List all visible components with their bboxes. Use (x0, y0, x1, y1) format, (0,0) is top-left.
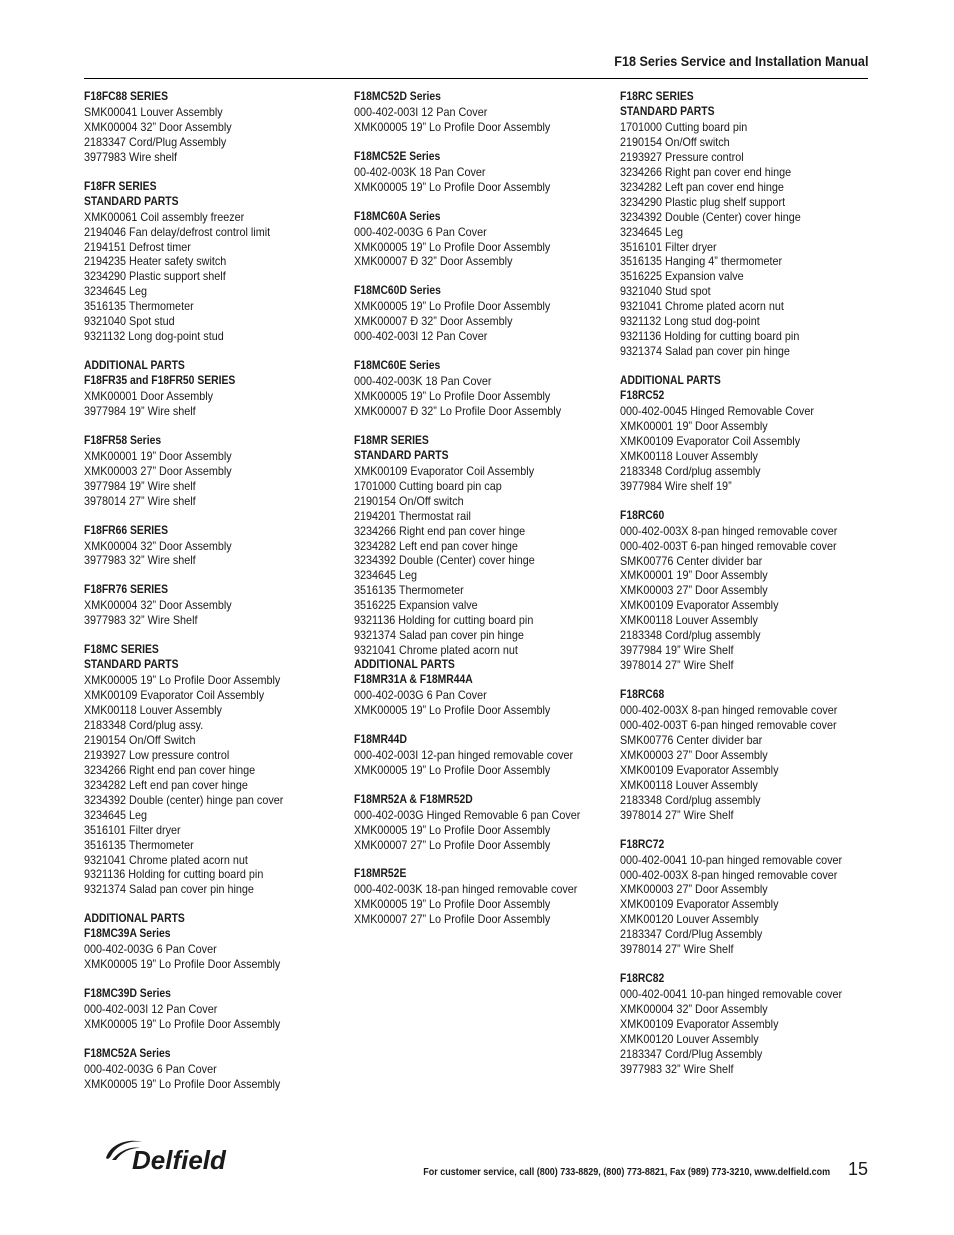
section-spacer (620, 957, 872, 972)
part-line: 3977984 19” Wire shelf (84, 478, 196, 493)
section-heading: F18RC60 (620, 509, 665, 522)
section-spacer (620, 494, 872, 509)
section-heading: F18MR52E (354, 868, 407, 881)
part-line: XMK00003 27” Door Assembly (84, 463, 232, 478)
part-line: 3234266 Right end pan cover hinge (354, 523, 526, 538)
part-line: XMK00001 Door Assembly (84, 389, 214, 404)
part-line: 000-402-003I 12 Pan Cover (354, 329, 488, 344)
part-line: 9321041 Chrome plated acorn nut (354, 643, 518, 658)
part-line: XMK00118 Louver Assembly (620, 613, 758, 628)
section-spacer (84, 972, 346, 987)
parts-column-1 (84, 90, 346, 1092)
part-line: 9321374 Salad pan cover pin hinge (84, 882, 254, 897)
part-line: XMK00004 32” Door Assembly (84, 119, 232, 134)
part-line: 000-402-003X 8-pan hinged removable cover (620, 703, 838, 718)
part-line: XMK00004 32” Door Assembly (84, 598, 232, 613)
part-line: 2183347 Cord/Plug Assembly (620, 927, 763, 942)
part-line: 3977984 Wire shelf 19” (620, 478, 732, 493)
section-spacer (84, 509, 346, 524)
part-line: XMK00005 19” Lo Profile Door Assembly (354, 299, 551, 314)
part-line: 3516225 Expansion valve (620, 269, 744, 284)
part-line: XMK00109 Evaporator Assembly (620, 762, 779, 777)
part-line: 3234290 Plastic plug shelf support (620, 194, 786, 209)
part-line: XMK00109 Evaporator Coil Assembly (354, 463, 535, 478)
part-line: 3977984 19” Wire shelf (84, 403, 196, 418)
section-heading: ADDITIONAL PARTS (84, 360, 185, 373)
part-line: 000-402-003G 6 Pan Cover (84, 942, 217, 957)
section-spacer (354, 778, 612, 793)
part-line: 2193927 Low pressure control (84, 747, 230, 762)
part-line: XMK00004 32” Door Assembly (84, 538, 232, 553)
part-line: XMK00118 Louver Assembly (620, 448, 758, 463)
part-line: XMK00109 Evaporator Coil Assembly (84, 688, 265, 703)
section-spacer (354, 419, 612, 434)
part-line: 000-402-0041 10-pan hinged removable cover (620, 852, 843, 867)
part-line: XMK00003 27” Door Assembly (620, 583, 768, 598)
section-heading: F18RC82 (620, 973, 665, 986)
part-line: 3234645 Leg (84, 807, 148, 822)
part-line: 3977983 32” Wire Shelf (620, 1061, 734, 1076)
part-line: 3516135 Thermometer (354, 583, 464, 598)
section-heading: F18FR35 and F18FR50 SERIES (84, 375, 236, 388)
part-line: 3978014 27” Wire Shelf (620, 942, 734, 957)
section-heading: F18MC52E Series (354, 150, 441, 163)
part-line: 9321374 Salad pan cover pin hinge (354, 628, 524, 643)
part-line: 3516225 Expansion valve (354, 598, 478, 613)
delfield-swoosh-logo-icon (102, 1136, 242, 1176)
section-spacer (354, 853, 612, 868)
part-line: 000-402-003K 18 Pan Cover (354, 374, 492, 389)
part-line: 3234290 Plastic support shelf (84, 269, 226, 284)
part-line: 3234266 Right end pan cover hinge (84, 762, 256, 777)
section-spacer (354, 135, 612, 150)
part-line: XMK00005 19” Lo Profile Door Assembly (354, 119, 551, 134)
section-spacer (620, 359, 872, 374)
part-line: 000-402-0041 10-pan hinged removable cover (620, 987, 843, 1002)
section-spacer (84, 897, 346, 912)
part-line: 2183348 Cord/plug assembly (620, 463, 761, 478)
part-line: 000-402-003X 8-pan hinged removable cover (620, 867, 838, 882)
part-line: 000-402-003G 6 Pan Cover (354, 688, 487, 703)
part-line: 3977983 32” Wire Shelf (84, 613, 198, 628)
part-line: 3234266 Right pan cover end hinge (620, 164, 792, 179)
part-line: 9321374 Salad pan cover pin hinge (620, 344, 790, 359)
part-line: XMK00007 27” Lo Profile Door Assembly (354, 837, 551, 852)
section-spacer (354, 195, 612, 210)
part-line: 3977983 Wire shelf (84, 149, 178, 164)
section-heading: F18FR SERIES (84, 180, 157, 193)
part-line: 3234392 Double (Center) cover hinge (354, 553, 535, 568)
part-line: 9321040 Spot stud (84, 314, 175, 329)
section-spacer (354, 344, 612, 359)
section-heading: F18MR31A & F18MR44A (354, 674, 473, 687)
section-heading: F18MC60E Series (354, 360, 441, 373)
part-line: 3977983 32” Wire shelf (84, 553, 196, 568)
section-heading: ADDITIONAL PARTS (620, 375, 721, 388)
logo-wordmark: Delfield (132, 1145, 226, 1175)
part-line: XMK00005 19” Lo Profile Door Assembly (84, 957, 281, 972)
part-line: 1701000 Cutting board pin cap (354, 478, 502, 493)
part-line: 3234282 Left end pan cover hinge (84, 777, 248, 792)
section-heading: F18FR66 SERIES (84, 524, 168, 537)
part-line: XMK00005 19” Lo Profile Door Assembly (354, 762, 551, 777)
part-line: XMK00007 Đ 32” Door Assembly (354, 254, 513, 269)
part-line: XMK00005 19” Lo Profile Door Assembly (354, 389, 551, 403)
section-heading: F18MC39D Series (84, 988, 171, 1001)
section-heading: F18MR44D (354, 733, 407, 746)
section-heading: F18MR SERIES (354, 434, 429, 447)
part-line: 3516135 Thermometer (84, 299, 194, 314)
part-line: XMK00005 19” Lo Profile Door Assembly (84, 673, 281, 688)
section-heading: F18MC60A Series (354, 210, 441, 223)
section-heading: F18MC52D Series (354, 91, 441, 103)
part-line: 000-402-003G 6 Pan Cover (354, 224, 487, 239)
part-line: 2183347 Cord/Plug Assembly (620, 1046, 763, 1061)
part-line: 000-402-003T 6-pan hinged removable cover (620, 717, 837, 732)
header-divider (84, 78, 868, 79)
part-line: 9321136 Holding for cutting board pin (620, 329, 800, 344)
part-line: 2183348 Cord/plug assembly (620, 628, 761, 643)
part-line: 2190154 On/Off switch (620, 134, 730, 149)
part-line: 9321136 Holding for cutting board pin (84, 867, 264, 882)
part-line: XMK00005 19” Lo Profile Door Assembly (354, 822, 551, 837)
section-heading: STANDARD PARTS (620, 105, 715, 118)
part-line: XMK00005 19” Lo Profile Door Assembly (354, 703, 551, 717)
section-spacer (620, 823, 872, 838)
section-heading: F18FC88 SERIES (84, 91, 168, 103)
part-line: 3234392 Double (center) hinge pan cover (84, 792, 284, 807)
part-line: XMK00109 Evaporator Assembly (620, 1017, 779, 1032)
delfield-logo (102, 1136, 242, 1176)
section-heading: F18RC SERIES (620, 91, 694, 103)
part-line: XMK00007 Đ 32” Lo Profile Door Assembly (354, 403, 562, 418)
page-header-title: F18 Series Service and Installation Manual (613, 53, 868, 69)
part-line: 3978014 27” Wire shelf (84, 493, 196, 508)
part-line: 9321132 Long dog-point stud (84, 329, 224, 344)
part-line: XMK00001 19” Door Assembly (84, 448, 232, 463)
section-spacer (354, 718, 612, 733)
part-line: XMK00003 27” Door Assembly (620, 882, 768, 897)
section-spacer (84, 628, 346, 643)
part-line: 2194235 Heater safety switch (84, 254, 227, 269)
section-heading: STANDARD PARTS (354, 449, 449, 462)
part-line: 3516101 Filter dryer (620, 239, 717, 254)
part-line: XMK00005 19” Lo Profile Door Assembly (354, 239, 551, 254)
part-line: 2194201 Thermostat rail (354, 508, 471, 523)
part-line: XMK00004 32” Door Assembly (620, 1002, 768, 1017)
section-spacer (84, 568, 346, 583)
part-line: 9321136 Holding for cutting board pin (354, 613, 534, 628)
section-heading: F18RC52 (620, 390, 665, 403)
part-line: 2183347 Cord/Plug Assembly (84, 134, 227, 149)
parts-column-2 (354, 90, 612, 927)
part-line: 2193927 Pressure control (620, 149, 744, 164)
part-line: 9321132 Long stud dog-point (620, 314, 760, 329)
part-line: XMK00005 19” Lo Profile Door Assembly (84, 1016, 281, 1031)
section-heading: ADDITIONAL PARTS (354, 659, 455, 672)
part-line: XMK00003 27” Door Assembly (620, 747, 768, 762)
section-spacer (84, 1032, 346, 1047)
section-spacer (354, 269, 612, 284)
part-line: 2194046 Fan delay/defrost control limit (84, 224, 271, 239)
section-spacer (84, 419, 346, 434)
part-line: 3234282 Left end pan cover hinge (354, 538, 518, 553)
parts-column-3 (620, 90, 872, 1077)
part-line: SMK00776 Center divider bar (620, 553, 763, 568)
part-line: 3516135 Hanging 4” thermometer (620, 254, 783, 269)
part-line: 000-402-003X 8-pan hinged removable cover (620, 523, 838, 538)
part-line: XMK00001 19” Door Assembly (620, 568, 768, 583)
customer-service-footer: For customer service, call (800) 733-8829, (800) 773-8821, Fax (989) 773-3210, www.delfield.com (423, 1167, 830, 1178)
part-line: XMK00005 19” Lo Profile Door Assembly (354, 897, 551, 912)
part-line: 1701000 Cutting board pin (620, 119, 748, 134)
part-line: 3978014 27” Wire Shelf (620, 807, 734, 822)
part-line: 3516135 Thermometer (84, 837, 194, 852)
part-line: 2190154 On/Off Switch (84, 732, 196, 747)
part-line: 000-402-003K 18-pan hinged removable cover (354, 882, 578, 897)
section-heading: ADDITIONAL PARTS (84, 913, 185, 926)
part-line: 3234645 Leg (620, 224, 684, 239)
part-line: 000-402-0045 Hinged Removable Cover (620, 404, 814, 418)
part-line: XMK00118 Louver Assembly (84, 702, 222, 717)
part-line: 9321041 Chrome plated acorn nut (84, 852, 248, 867)
section-heading: F18MC39A Series (84, 928, 171, 941)
part-line: 3234645 Leg (84, 284, 148, 299)
section-spacer (620, 673, 872, 688)
part-line: SMK00776 Center divider bar (620, 732, 763, 747)
part-line: 3234392 Double (Center) cover hinge (620, 209, 801, 224)
part-line: 3516101 Filter dryer (84, 822, 181, 837)
part-line: 3234645 Leg (354, 568, 418, 583)
part-line: 2183348 Cord/plug assy. (84, 717, 204, 732)
section-heading: STANDARD PARTS (84, 659, 179, 672)
section-heading: F18FR58 Series (84, 434, 162, 447)
part-line: 9321040 Stud spot (620, 284, 711, 299)
part-line: XMK00109 Evaporator Assembly (620, 897, 779, 912)
part-line: 000-402-003I 12 Pan Cover (354, 104, 488, 119)
part-line: XMK00109 Evaporator Coil Assembly (620, 433, 801, 448)
part-line: 000-402-003I 12 Pan Cover (84, 1002, 218, 1017)
page-number: 15 (847, 1159, 868, 1179)
part-line: 000-402-003G Hinged Removable 6 pan Cover (354, 807, 581, 822)
section-heading: F18FR76 SERIES (84, 584, 168, 597)
section-heading: F18MC60D Series (354, 285, 441, 298)
section-heading: STANDARD PARTS (84, 195, 179, 208)
part-line: XMK00005 19” Lo Profile Door Assembly (354, 179, 551, 194)
part-line: 00-402-003K 18 Pan Cover (354, 164, 486, 179)
part-line: XMK00118 Louver Assembly (620, 777, 758, 792)
part-line: SMK00041 Louver Assembly (84, 104, 223, 119)
section-heading: F18MC52A Series (84, 1047, 171, 1060)
part-line: XMK00109 Evaporator Assembly (620, 598, 779, 613)
part-line: 2190154 On/Off switch (354, 493, 464, 508)
part-line: 000-402-003T 6-pan hinged removable cover (620, 538, 837, 553)
section-heading: F18MC SERIES (84, 644, 159, 657)
part-line: 2183348 Cord/plug assembly (620, 792, 761, 807)
part-line: 3234282 Left pan cover end hinge (620, 179, 784, 194)
part-line: 000-402-003I 12-pan hinged removable cover (354, 747, 574, 762)
part-line: XMK00120 Louver Assembly (620, 912, 759, 927)
part-line: XMK00005 19” Lo Profile Door Assembly (84, 1076, 281, 1091)
part-line: 000-402-003G 6 Pan Cover (84, 1061, 217, 1076)
part-line: 3978014 27” Wire Shelf (620, 658, 734, 673)
part-line: XMK00007 27” Lo Profile Door Assembly (354, 912, 551, 927)
part-line: XMK00061 Coil assembly freezer (84, 209, 245, 224)
part-line: 9321041 Chrome plated acorn nut (620, 299, 784, 314)
section-heading: F18RC68 (620, 689, 665, 702)
part-line: 3977984 19” Wire Shelf (620, 643, 734, 658)
part-line: 2194151 Defrost timer (84, 239, 191, 254)
part-line: XMK00120 Louver Assembly (620, 1031, 759, 1046)
section-spacer (84, 165, 346, 180)
section-heading: F18MR52A & F18MR52D (354, 793, 473, 806)
part-line: XMK00001 19” Door Assembly (620, 418, 768, 433)
section-heading: F18RC72 (620, 838, 665, 851)
part-line: XMK00007 Đ 32” Door Assembly (354, 314, 513, 329)
section-spacer (84, 344, 346, 359)
